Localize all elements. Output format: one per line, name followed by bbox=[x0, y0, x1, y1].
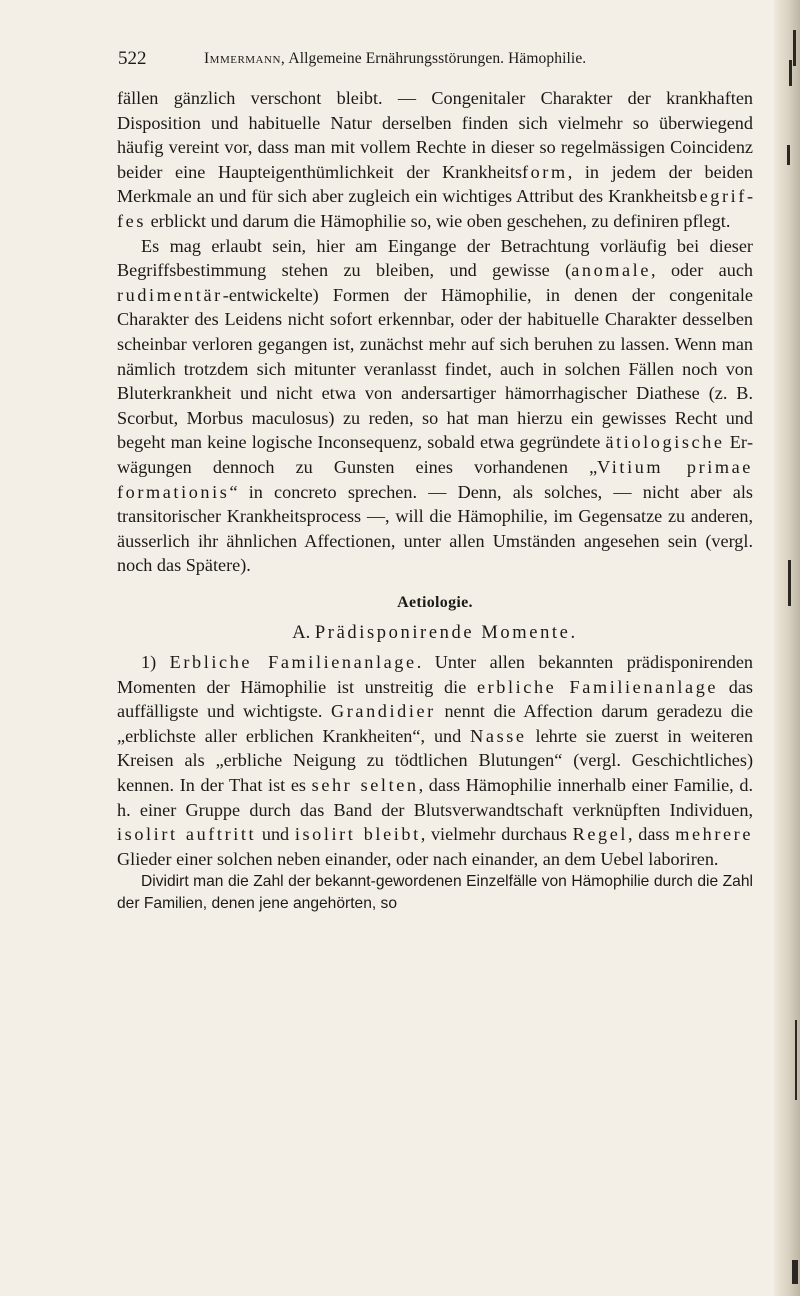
footnote: Dividirt man die Zahl der bekannt-gewordenen Einzelfälle von Hämophilie durch die Zahl der Familien, denen jene angehörten, so bbox=[117, 873, 753, 913]
text-run: erblickt und darum die Hämophilie so, wie oben geschehen, zu definiren pflegt. bbox=[146, 210, 731, 231]
header-title: Allgemeine Ernährungsstörungen. Hämophilie. bbox=[288, 50, 587, 67]
subsection-heading bbox=[117, 621, 753, 646]
edge-mark bbox=[788, 560, 791, 606]
text-run: “ in concreto sprechen. — Denn, als solches, — nicht aber als transitorischer Krankheitsprocess —, will die Hämophilie, im Gegensatze zu anderen, äusserlich ihr ähnlichen Affectionen, unter allen Umständen angesehen sein (vergl. noch das Spätere). bbox=[117, 481, 753, 576]
text-run: . Unter allen bekannten prädisponirenden Momenten der Hämophilie ist unstreitig die bbox=[117, 652, 753, 697]
text-run: Es mag erlaubt sein, hier am Eingange der Betrachtung vorläufig bei dieser Begriffsbestimmung stehen zu bleiben, und gewisse ( bbox=[117, 235, 753, 281]
text-run: Glieder einer solchen neben einander, oder nach einander, an dem Uebel laboriren. bbox=[117, 848, 719, 869]
spaced-emphasis: anomale bbox=[571, 260, 652, 281]
section-heading-aetiologie: Aetiologie. bbox=[397, 593, 473, 611]
edge-mark bbox=[787, 145, 790, 165]
spaced-emphasis: form bbox=[521, 161, 568, 182]
page-body bbox=[117, 86, 753, 915]
heading-letter: A. bbox=[292, 623, 315, 644]
spaced-emphasis: Erbliche Familienanlage bbox=[169, 652, 417, 673]
text-run: Erwägungen dennoch zu Gunsten eines vorhandenen „ bbox=[117, 432, 753, 477]
spaced-emphasis: sehr selten bbox=[311, 775, 419, 796]
subsection-heading-text bbox=[292, 623, 577, 643]
spaced-emphasis: Nasse bbox=[470, 725, 527, 746]
paragraph-3 bbox=[117, 650, 753, 871]
spaced-emphasis: ätiologische bbox=[605, 432, 725, 453]
paragraph-2 bbox=[117, 234, 753, 578]
running-header bbox=[118, 48, 758, 72]
spaced-emphasis: isolirt auftritt bbox=[117, 824, 257, 845]
text-run: , in jedem der beiden Merkmale an und für sich aber zugleich ein wichtiges Attribut des Krankheits bbox=[117, 161, 753, 207]
page-edge-shadow bbox=[774, 0, 800, 1296]
spaced-emphasis: Regel bbox=[572, 824, 629, 845]
edge-mark bbox=[792, 1260, 798, 1284]
spaced-emphasis: mehrere bbox=[675, 824, 754, 845]
spaced-emphasis: erbliche Familienanlage bbox=[476, 676, 719, 697]
running-title bbox=[204, 50, 586, 68]
edge-mark bbox=[795, 1020, 797, 1100]
spaced-emphasis: rudimentär bbox=[117, 284, 223, 305]
text-run: , oder auch bbox=[651, 260, 754, 281]
text-run: -entwickelte) Formen der Hämophilie, in denen der congenitale Charakter des Leidens nicht sofort erkennbar, oder der habituelle Charakter desselben scheinbar verloren gegangen ist, zunächst mehr auf sich beruhen zu lassen. Wenn man nämlich trotzdem sich mitunter veranlasst findet, auch in solchen Fällen noch von Bluterkrankheit und nicht etwa von andersartiger hämorrhagischer Diathese (z. B. Scorbut, Morbus maculosus) zu reden, so hat man hierzu ein gewisses Recht und begeht man keine logische Inconsequenz, sobald etwa gegründete bbox=[117, 284, 753, 453]
edge-mark bbox=[793, 30, 796, 66]
text-run: nennt die Affection darum geradezu die „erblichste aller erblichen Krankheiten“, und bbox=[117, 701, 753, 746]
paragraph-1 bbox=[117, 86, 753, 234]
heading-title: Prädisponirende Momente. bbox=[314, 623, 578, 644]
spaced-emphasis: begriffes bbox=[117, 186, 753, 231]
header-author: Immermann, bbox=[204, 50, 286, 67]
spaced-emphasis: Vitium primae formationis bbox=[117, 456, 753, 502]
text-run: 1) bbox=[141, 652, 170, 673]
edge-mark bbox=[789, 60, 792, 86]
spaced-emphasis: isolirt bleibt bbox=[294, 824, 421, 845]
text-run: , dass Hämophilie innerhalb einer Familie, d. h. einer Gruppe durch das Band der Blutsverwandtschaft verknüpften Individuen, bbox=[117, 775, 753, 820]
spaced-emphasis: Grandidier bbox=[331, 701, 436, 722]
text-run: fällen gänzlich verschont bleibt. — Congenitaler Charakter der krankhaften Disposition und habituelle Natur derselben finden sich vielmehr so überwiegend häufig vereint vor, dass man mit vollem Rechte in dieser so regelmässigen Coincidenz beider eine Haupteigenthümlichkeit der Krankheits bbox=[117, 88, 753, 182]
text-run: , dass bbox=[628, 824, 676, 845]
text-run: , vielmehr durchaus bbox=[420, 824, 573, 845]
text-run: und bbox=[256, 824, 295, 845]
page-number: 522 bbox=[118, 48, 147, 69]
text-run: das auffälligste und wichtigste. bbox=[117, 676, 753, 722]
text-run: lehrte sie zuerst in weiteren Kreisen als „erbliche Neigung zu tödtlichen Blutungen“ (vergl. Geschichtliches) kennen. In der That ist es bbox=[117, 725, 753, 796]
